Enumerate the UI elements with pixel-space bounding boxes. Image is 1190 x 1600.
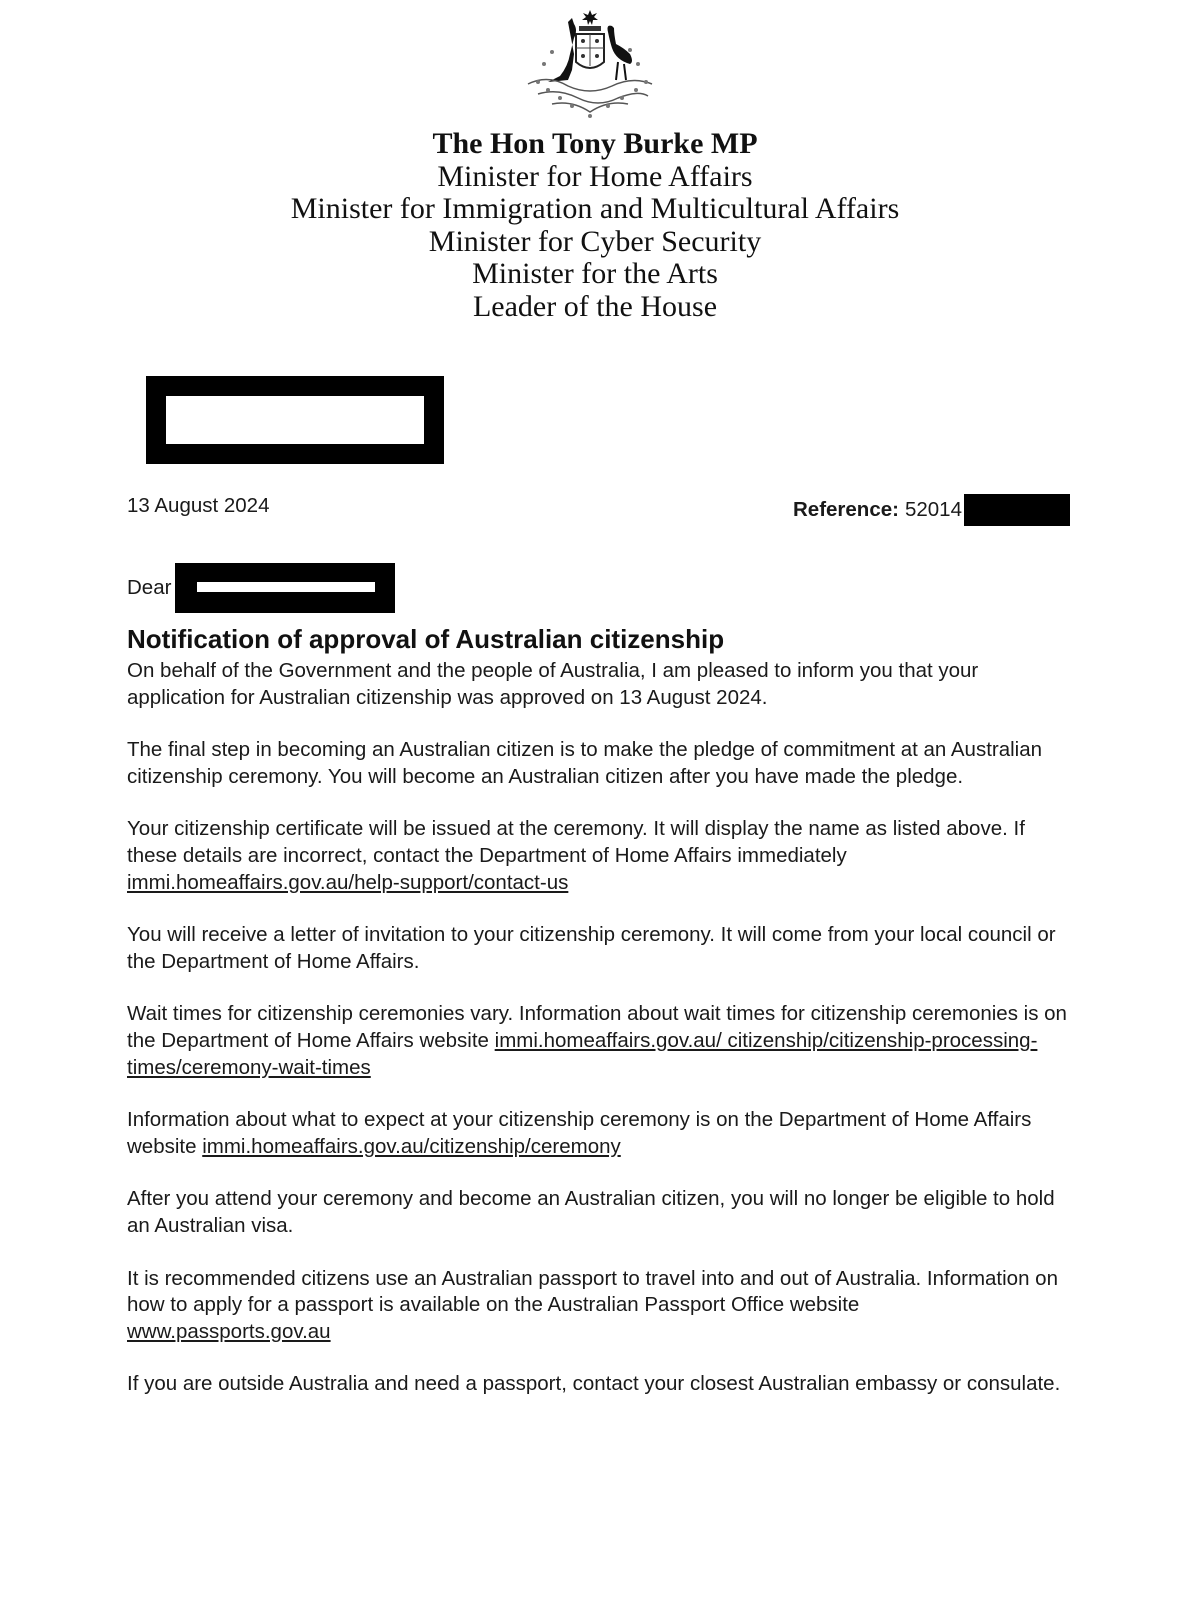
coat-of-arms-icon (508, 4, 672, 124)
paragraph: The final step in becoming an Australian citizen is to make the pledge of commitment at an Australian citizenship ceremony. You will become an Australian citizen after you have made the pledge. (127, 738, 1043, 788)
letter-title: Notification of approval of Australian citizenship (127, 624, 725, 654)
ceremony-info-link[interactable]: immi.homeaffairs.gov.au/citizenship/ceremony (202, 1134, 621, 1158)
paragraph: Your citizenship certificate will be issued at the ceremony. It will display the name as listed above. If these details are incorrect, contact the Department of Home Affairs immediately immi.homeaffairs.gov.au/help-support/contact-us (127, 817, 1025, 894)
passports-link[interactable]: www.passports.gov.au (127, 1319, 331, 1343)
minister-title: Minister for Cyber Security (428, 224, 762, 258)
reference-line (793, 494, 1070, 526)
paragraph: Information about what to expect at your citizenship ceremony is on the Department of Home Affairs website immi.homeaffairs.gov.au/citizenship/ceremony (127, 1108, 1032, 1158)
letterhead (0, 128, 1190, 324)
salutation-text: Dear (127, 576, 172, 599)
salutation (127, 563, 395, 613)
redacted-address-block (146, 376, 444, 464)
letter-date: 13 August 2024 (127, 494, 270, 517)
paragraph: You will receive a letter of invitation to your citizenship ceremony. It will come from your local council or the Department of Home Affairs. (127, 923, 1056, 973)
minister-title: Minister for Immigration and Multicultural Affairs (290, 192, 900, 226)
contact-us-link[interactable]: immi.homeaffairs.gov.au/help-support/contact-us (127, 870, 569, 894)
paragraph: On behalf of the Government and the people of Australia, I am pleased to inform you that your application for Australian citizenship was approved on 13 August 2024. (127, 659, 979, 709)
ceremony-wait-times-link[interactable]: immi.homeaffairs.gov.au/ citizenship/citizenship-processing-times/ceremony-wait-times (127, 1028, 1038, 1079)
paragraph: It is recommended citizens use an Australian passport to travel into and out of Australia. Information on how to apply for a passport is available on the Australian Passport Office website www.passports.gov.au (127, 1266, 1058, 1343)
reference-number: 52014 (904, 498, 962, 521)
paragraph: After you attend your ceremony and become an Australian citizen, you will no longer be eligible to hold an Australian visa. (127, 1187, 1055, 1237)
minister-title: Minister for the Arts (472, 257, 718, 291)
minister-title: Leader of the House (472, 289, 718, 323)
redacted-recipient-name (175, 563, 395, 613)
paragraph: If you are outside Australia and need a passport, contact your closest Australian embassy or consulate. (127, 1372, 1061, 1396)
minister-name: The Hon Tony Burke MP (432, 127, 758, 160)
minister-title: Minister for Home Affairs (437, 159, 753, 193)
letter-body (127, 658, 1067, 1424)
paragraph: Wait times for citizenship ceremonies vary. Information about wait times for citizenship ceremonies is on the Department of Home Affairs website immi.homeaffairs.gov.au/ citizenship/citizenship-processing-times/ceremony-wait-times (127, 1002, 1067, 1079)
reference-label: Reference: (793, 498, 899, 521)
redacted-reference-suffix (964, 494, 1070, 526)
